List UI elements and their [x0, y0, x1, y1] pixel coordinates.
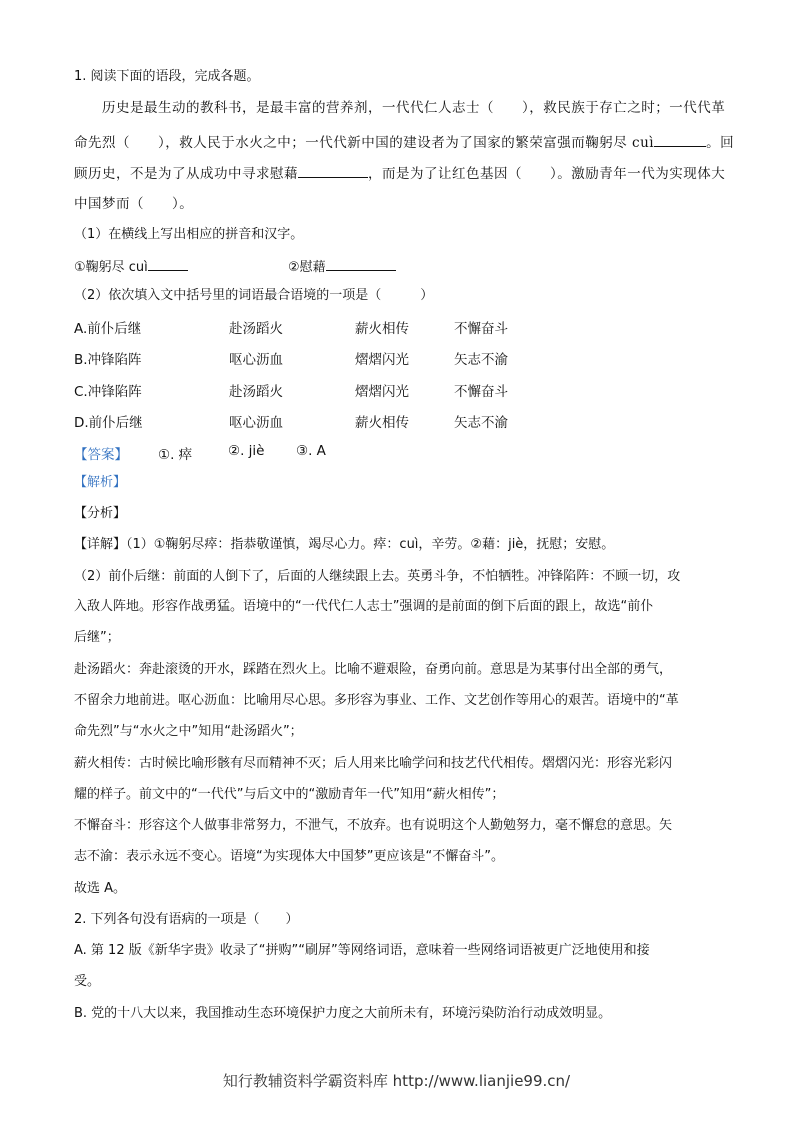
option-d-1: D.前仆后继	[74, 415, 143, 431]
question-2-option-a-line-2: 受。	[74, 974, 101, 989]
option-c-3: 熠熠闪光	[355, 384, 409, 400]
question-2-option-a-line-1: A. 第 12 版《新华字贵》收录了“拼购”“刷屏”等网络词语，意味着一些网络词语被更广泛地使用和接	[74, 943, 650, 958]
passage-line-4: 中国梦而（ ）。	[74, 196, 194, 212]
detail-2-line-3: 后继”；	[74, 630, 120, 645]
passage-line-3-text: 顾历史，不是为了从成功中寻求慰藉	[74, 166, 298, 182]
detail-1: 【详解】（1）①鞠躬尽瘁：指恭敬谨慎，竭尽心力。瘁：cuì，辛劳。②藉：jiè，抚慰；安慰。	[74, 537, 615, 552]
detail-2-line-2: 入敌人阵地。形容作战勇猛。语境中的“一代代仁人志士”强调的是前面的倒下后面的跟上，故选“前仆	[74, 599, 654, 614]
detail-3-line-3: 命先烈”与“水火之中”知用“赴汤蹈火”；	[74, 724, 303, 739]
answer-1: ①. 瘁	[158, 447, 193, 463]
option-a-1: A.前仆后继	[74, 321, 142, 337]
analysis-tag: 【解析】	[74, 475, 127, 490]
detail-3-line-1: 赴汤蹈火：奔赴滚烫的开水，踩踏在烈火上。比喻不避艰险，奋勇向前。意思是为某事付出全部的勇气，	[74, 662, 673, 677]
answer-tag: 【答案】	[74, 447, 128, 463]
passage-line-2	[74, 132, 734, 152]
option-d-3: 薪火相传	[355, 415, 409, 431]
passage-line-3-end: ，而是为了让红色基因（ ）。激励青年一代为实现体大	[368, 166, 726, 182]
option-a-2: 赴汤蹈火	[229, 321, 283, 337]
blank-1	[148, 256, 188, 271]
subquestion-2: （2）依次填入文中括号里的词语最合语境的一项是（ ）	[74, 288, 434, 303]
detail-3-line-2: 不留余力地前进。呕心沥血：比喻用尽心思。多形容为事业、工作、文艺创作等用心的艰苦。语境中的“革	[74, 693, 679, 708]
passage-line-2-text: 命先烈（ ），救人民于水火之中；一代代新中国的建设者为了国家的繁荣富强而鞠躬尽 cuì	[74, 135, 655, 151]
conclusion: 故选 A。	[74, 881, 127, 896]
subquestion-1-items	[74, 256, 188, 277]
item-cui: ①鞠躬尽 cuì	[74, 260, 148, 275]
option-b-1: B.冲锋陷阵	[74, 352, 142, 368]
question-1-title: 1. 阅读下面的语段，完成各题。	[74, 69, 260, 84]
detail-2-line-1: （2）前仆后继：前面的人倒下了，后面的人继续跟上去。英勇斗争，不怕牺牲。冲锋陷阵：不顾一切，攻	[74, 569, 681, 584]
item-jie-wrap	[288, 256, 396, 277]
option-d-2: 呕心沥血	[229, 415, 283, 431]
question-2-title: 2. 下列各句没有语病的一项是（ ）	[74, 912, 299, 927]
option-b-4: 矢志不渝	[454, 352, 508, 368]
blank-2	[326, 256, 396, 271]
option-d-4: 矢志不渝	[454, 415, 508, 431]
fenxi-tag: 【分析】	[74, 506, 127, 521]
option-c-4: 不懈奋斗	[454, 384, 508, 400]
answer-3: ③. A	[296, 443, 326, 459]
footer-watermark: 知行教辅资料学霸资料库 http://www.lianjie99.cn/	[222, 1072, 571, 1090]
passage-line-2-end: 。回	[706, 135, 735, 151]
option-b-2: 呕心沥血	[229, 352, 283, 368]
item-jie: ②慰藉	[288, 260, 326, 275]
option-a-4: 不懈奋斗	[454, 321, 508, 337]
blank-cui	[654, 132, 706, 147]
detail-5-line-1: 不懈奋斗：形容这个人做事非常努力，不泄气，不放弃。也有说明这个人勤勉努力，毫不懈怠的意思。矢	[74, 818, 673, 833]
answer-2: ②. jiè	[228, 443, 265, 459]
detail-5-line-2: 志不渝：表示永远不变心。语境“为实现体大中国梦”更应该是“不懈奋斗”。	[74, 849, 504, 864]
detail-4-line-2: 耀的样子。前文中的“一代代”与后文中的“激励青年一代”知用“薪火相传”；	[74, 787, 505, 802]
option-b-3: 熠熠闪光	[355, 352, 409, 368]
subquestion-1: （1）在横线上写出相应的拼音和汉字。	[74, 227, 304, 242]
question-2-option-b: B. 党的十八大以来，我国推动生态环境保护力度之大前所未有，环境污染防治行动成效明显。	[74, 1006, 612, 1021]
passage-line-3	[74, 163, 725, 183]
option-c-1: C.冲锋陷阵	[74, 384, 142, 400]
detail-4-line-1: 薪火相传：古时候比喻形骸有尽而精神不灭；后人用来比喻学问和技艺代代相传。熠熠闪光：形容光彩闪	[74, 756, 673, 771]
blank-jie	[298, 163, 368, 178]
passage-line-1: 历史是最生动的教科书，是最丰富的营养剂，一代代仁人志士（ ），救民族于存亡之时；一代代革	[102, 100, 726, 116]
option-a-3: 薪火相传	[355, 321, 409, 337]
option-c-2: 赴汤蹈火	[229, 384, 283, 400]
